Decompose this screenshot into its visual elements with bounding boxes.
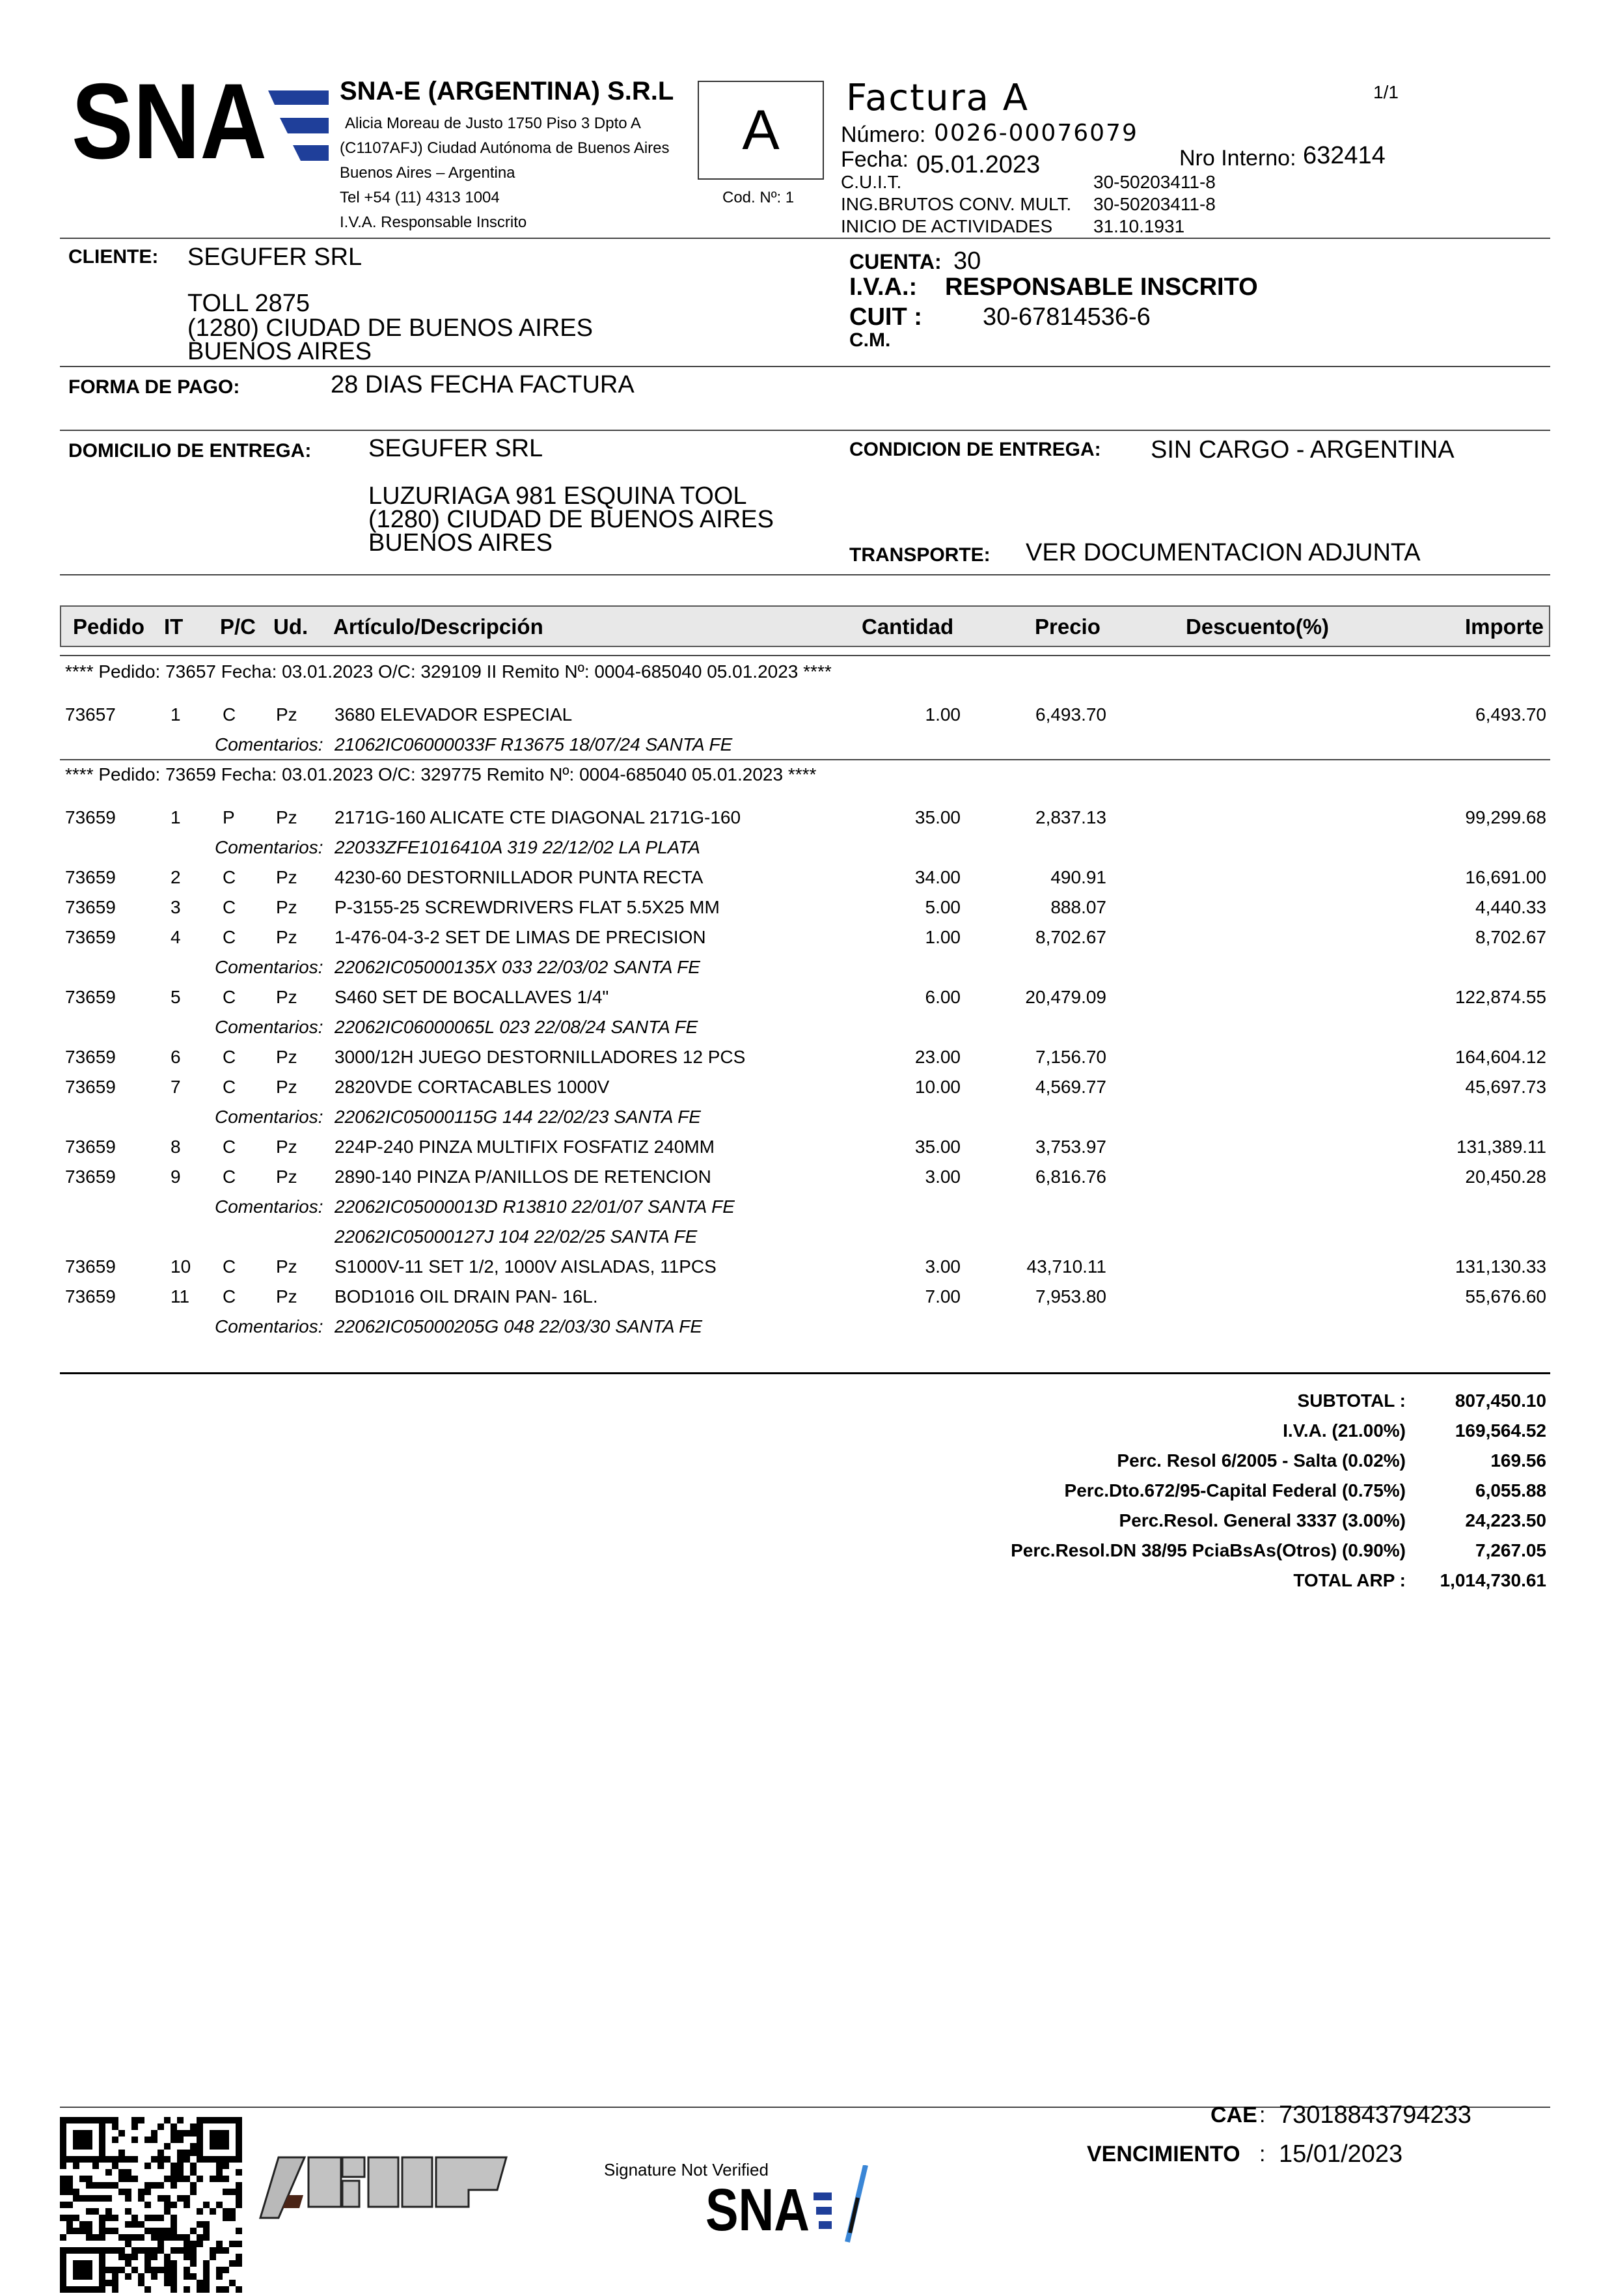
transporte-label: TRANSPORTE:: [849, 544, 991, 566]
signature-logo: [704, 2165, 906, 2247]
cell-pedido: 73659: [65, 1077, 116, 1097]
cell-it: 11: [171, 1286, 190, 1307]
table-row: [0, 864, 1614, 891]
cell-cantidad: 35.00: [914, 1137, 961, 1157]
numero-label: Número:: [841, 122, 926, 147]
cell-it: 7: [171, 1077, 181, 1097]
cell-precio: 20,479.09: [1025, 987, 1106, 1007]
total-value: 7,267.05: [1475, 1540, 1546, 1560]
cell-pedido: 73659: [65, 897, 116, 917]
cell-cantidad: 3.00: [925, 1167, 961, 1187]
table-row: [0, 984, 1614, 1010]
cell-precio: 4,569.77: [1035, 1077, 1106, 1097]
cell-description: 2171G-160 ALICATE CTE DIAGONAL 2171G-160: [335, 807, 741, 827]
company-cuit: 30-50203411-8: [1093, 172, 1216, 192]
order-group-header: [0, 762, 1614, 788]
cell-cantidad: 7.00: [925, 1286, 961, 1307]
divider: [60, 1372, 1550, 1374]
header-descuento: Descuento(%): [1186, 615, 1330, 639]
cell-it: 3: [171, 897, 181, 917]
cell-description: 2820VDE CORTACABLES 1000V: [335, 1077, 610, 1097]
cliente-label: CLIENTE:: [68, 246, 159, 268]
cae-colon: :: [1259, 2103, 1266, 2127]
nro-interno: 632414: [1303, 142, 1386, 169]
cell-importe: 131,389.11: [1456, 1137, 1546, 1157]
cell-cantidad: 5.00: [925, 897, 961, 917]
cell-precio: 888.07: [1050, 897, 1106, 917]
cell-precio: 6,816.76: [1035, 1167, 1106, 1187]
cell-importe: 8,702.67: [1475, 927, 1546, 947]
table-row: [0, 1044, 1614, 1070]
cell-ud: Pz: [276, 1256, 297, 1277]
transporte: VER DOCUMENTACION ADJUNTA: [1026, 539, 1421, 566]
condicion-entrega: SIN CARGO - ARGENTINA: [1151, 436, 1455, 463]
table-row: [0, 1164, 1614, 1190]
svg-text:SNA: SNA: [705, 2177, 810, 2243]
cell-pc: C: [223, 1077, 236, 1097]
company-address-line: Alicia Moreau de Justo 1750 Piso 3 Dpto A: [345, 115, 641, 132]
cell-importe: 6,493.70: [1475, 704, 1546, 725]
cell-description: 4230-60 DESTORNILLADOR PUNTA RECTA: [335, 867, 704, 887]
cell-pedido: 73657: [65, 704, 116, 725]
svg-text:SNA: SNA: [72, 75, 267, 166]
company-address-line: Buenos Aires – Argentina: [340, 164, 515, 182]
cell-description: 3000/12H JUEGO DESTORNILLADORES 12 PCS: [335, 1047, 746, 1067]
cell-pc: P: [223, 807, 235, 827]
order-group-text: **** Pedido: 73657 Fecha: 03.01.2023 O/C: 329109 II Remito Nº: 0004-685040 05.01.2023 ****: [65, 661, 832, 682]
afip-logo-icon: [259, 2156, 513, 2221]
vencimiento-colon: :: [1259, 2142, 1266, 2166]
client-cuit-label: CUIT :: [849, 303, 922, 331]
cell-it: 9: [171, 1167, 181, 1187]
comment-text: 22062IC05000013D R13810 22/01/07 SANTA FE: [335, 1196, 735, 1217]
cell-importe: 16,691.00: [1465, 867, 1546, 887]
cell-it: 1: [171, 704, 181, 725]
company-phone: Tel +54 (11) 4313 1004: [340, 189, 500, 206]
cell-cantidad: 1.00: [925, 704, 961, 725]
invoice-type-box: A: [698, 81, 824, 180]
comment-row: [0, 732, 1614, 758]
cell-it: 8: [171, 1137, 181, 1157]
cell-precio: 3,753.97: [1035, 1137, 1106, 1157]
invoice-date: 05.01.2023: [916, 151, 1041, 178]
comment-row: [0, 835, 1614, 861]
client-iva-label: I.V.A.:: [849, 273, 918, 301]
order-group-header: [0, 659, 1614, 685]
company-logo: [72, 75, 332, 166]
cell-ud: Pz: [276, 1077, 297, 1097]
cell-cantidad: 3.00: [925, 1256, 961, 1277]
comment-row: [0, 1014, 1614, 1040]
table-header: [60, 605, 1550, 647]
comment-label: Comentarios:: [215, 1316, 323, 1336]
forma-pago: 28 DIAS FECHA FACTURA: [331, 371, 635, 398]
cell-ud: Pz: [276, 927, 297, 947]
invoice-cod: Cod. Nº: 1: [722, 189, 795, 206]
header-cantidad: Cantidad: [862, 615, 954, 639]
header-importe: Importe: [1464, 615, 1544, 639]
cell-pedido: 73659: [65, 927, 116, 947]
company-name: SNA-E (ARGENTINA) S.R.L: [340, 77, 674, 105]
cell-importe: 131,130.33: [1455, 1256, 1546, 1277]
cuit-label: C.U.I.T.: [841, 172, 902, 192]
cell-importe: 20,450.28: [1465, 1167, 1546, 1187]
total-value: 169,564.52: [1455, 1420, 1546, 1441]
client-cuenta: 30: [953, 247, 981, 275]
divider: [60, 759, 1550, 760]
cae-value: 73018843794233: [1279, 2101, 1471, 2129]
cell-cantidad: 35.00: [914, 807, 961, 827]
total-value: 169.56: [1490, 1450, 1546, 1471]
divider: [60, 238, 1550, 239]
cell-cantidad: 1.00: [925, 927, 961, 947]
cell-ud: Pz: [276, 987, 297, 1007]
vencimiento-value: 15/01/2023: [1279, 2140, 1403, 2168]
page-number: 1/1: [1373, 82, 1399, 102]
cell-description: 1-476-04-3-2 SET DE LIMAS DE PRECISION: [335, 927, 706, 947]
cell-precio: 43,710.11: [1026, 1256, 1106, 1277]
comment-text: 22062IC05000135X 033 22/03/02 SANTA FE: [335, 957, 700, 977]
cell-pc: C: [223, 927, 236, 947]
cell-pc: C: [223, 1047, 236, 1067]
total-value: 1,014,730.61: [1440, 1570, 1546, 1590]
comment-row: [0, 1314, 1614, 1340]
cell-it: 4: [171, 927, 181, 947]
order-group-text: **** Pedido: 73659 Fecha: 03.01.2023 O/C: 329775 Remito Nº: 0004-685040 05.01.2023 ****: [65, 764, 817, 784]
cell-precio: 2,837.13: [1035, 807, 1106, 827]
comment-label: Comentarios:: [215, 1196, 323, 1217]
total-label: I.V.A. (21.00%): [1283, 1420, 1406, 1441]
cell-importe: 99,299.68: [1465, 807, 1546, 827]
delivery-address-line: BUENOS AIRES: [368, 529, 553, 557]
comment-label: Comentarios:: [215, 734, 323, 754]
inicio-actividades-label: INICIO DE ACTIVIDADES: [841, 216, 1053, 236]
cell-ud: Pz: [276, 1137, 297, 1157]
qr-code: [60, 2117, 242, 2293]
total-label: Perc. Resol 6/2005 - Salta (0.02%): [1117, 1450, 1406, 1471]
total-value: 24,223.50: [1465, 1510, 1546, 1530]
header-ud: Ud.: [273, 615, 308, 639]
ing-brutos: 30-50203411-8: [1093, 194, 1216, 214]
comment-text: 21062IC06000033F R13675 18/07/24 SANTA FE: [335, 734, 733, 754]
cell-pedido: 73659: [65, 1167, 116, 1187]
cell-ud: Pz: [276, 897, 297, 917]
comment-label: Comentarios:: [215, 837, 323, 857]
cell-pedido: 73659: [65, 1286, 116, 1307]
client-iva: RESPONSABLE INSCRITO: [945, 273, 1258, 301]
comment-label: Comentarios:: [215, 1017, 323, 1037]
table-row: [0, 702, 1614, 728]
cuenta-label: CUENTA:: [849, 250, 942, 273]
signature-pen-icon: [704, 2165, 906, 2243]
signature-label: Signature Not Verified: [604, 2160, 769, 2179]
cell-ud: Pz: [276, 807, 297, 827]
cell-pedido: 73659: [65, 807, 116, 827]
comment-row: [0, 1104, 1614, 1130]
total-label: SUBTOTAL :: [1297, 1390, 1406, 1411]
cell-pedido: 73659: [65, 987, 116, 1007]
cell-pedido: 73659: [65, 867, 116, 887]
divider: [60, 366, 1550, 367]
table-row: [0, 1284, 1614, 1310]
cell-ud: Pz: [276, 1286, 297, 1307]
vencimiento-label: VENCIMIENTO: [1087, 2142, 1240, 2166]
cell-description: 3680 ELEVADOR ESPECIAL: [335, 704, 573, 725]
sna-logo-icon: [72, 75, 332, 166]
cell-pc: C: [223, 1286, 236, 1307]
qr-code-icon: [60, 2117, 242, 2293]
header-it: IT: [164, 615, 184, 639]
cm-label: C.M.: [849, 329, 891, 351]
comment-row: [0, 1194, 1614, 1220]
cell-cantidad: 6.00: [925, 987, 961, 1007]
cell-precio: 8,702.67: [1035, 927, 1106, 947]
delivery-name: SEGUFER SRL: [368, 435, 543, 462]
total-value: 807,450.10: [1455, 1390, 1546, 1411]
forma-pago-label: FORMA DE PAGO:: [68, 376, 240, 398]
cell-description: 224P-240 PINZA MULTIFIX FOSFATIZ 240MM: [335, 1137, 715, 1157]
delivery-address-line: LUZURIAGA 981 ESQUINA TOOL: [368, 482, 747, 510]
cell-pedido: 73659: [65, 1047, 116, 1067]
comment-label: Comentarios:: [215, 957, 323, 977]
comment-text: 22033ZFE1016410A 319 22/12/02 LA PLATA: [335, 837, 700, 857]
comment-text: 22062IC06000065L 023 22/08/24 SANTA FE: [335, 1017, 698, 1037]
cell-pc: C: [223, 704, 236, 725]
cell-importe: 122,874.55: [1455, 987, 1546, 1007]
cell-cantidad: 10.00: [914, 1077, 961, 1097]
cell-importe: 45,697.73: [1465, 1077, 1546, 1097]
cell-it: 1: [171, 807, 181, 827]
comment-text: 22062IC05000127J 104 22/02/25 SANTA FE: [335, 1226, 698, 1247]
cell-pedido: 73659: [65, 1137, 116, 1157]
fecha-label: Fecha:: [841, 147, 909, 172]
cell-importe: 164,604.12: [1455, 1047, 1546, 1067]
total-value: 6,055.88: [1475, 1480, 1546, 1501]
comment-row: [0, 1224, 1614, 1250]
header-articulo: Artículo/Descripción: [333, 615, 543, 639]
client-address-line: (1280) CIUDAD DE BUENOS AIRES: [187, 314, 593, 342]
total-label: Perc.Resol. General 3337 (3.00%): [1119, 1510, 1406, 1530]
cell-ud: Pz: [276, 1047, 297, 1067]
comment-label: Comentarios:: [215, 1107, 323, 1127]
table-row: [0, 1134, 1614, 1160]
client-name: SEGUFER SRL: [187, 243, 362, 271]
delivery-address-line: (1280) CIUDAD DE BUENOS AIRES: [368, 506, 774, 533]
comment-row: [0, 954, 1614, 980]
cell-description: S1000V-11 SET 1/2, 1000V AISLADAS, 11PCS: [335, 1256, 717, 1277]
cell-description: BOD1016 OIL DRAIN PAN- 16L.: [335, 1286, 598, 1307]
header-precio: Precio: [1035, 615, 1101, 639]
cell-precio: 7,953.80: [1035, 1286, 1106, 1307]
cell-pc: C: [223, 1256, 236, 1277]
total-label: Perc.Dto.672/95-Capital Federal (0.75%): [1064, 1480, 1406, 1501]
divider: [60, 574, 1550, 575]
cell-cantidad: 34.00: [914, 867, 961, 887]
cell-ud: Pz: [276, 1167, 297, 1187]
afip-logo: [259, 2156, 513, 2224]
cell-it: 6: [171, 1047, 181, 1067]
cell-pc: C: [223, 867, 236, 887]
header-pedido: Pedido: [73, 615, 145, 639]
client-address-line: TOLL 2875: [187, 290, 310, 317]
cell-pc: C: [223, 987, 236, 1007]
ing-brutos-label: ING.BRUTOS CONV. MULT.: [841, 194, 1072, 214]
cell-cantidad: 23.00: [914, 1047, 961, 1067]
cell-it: 2: [171, 867, 181, 887]
cell-precio: 7,156.70: [1035, 1047, 1106, 1067]
table-row: [0, 805, 1614, 831]
cell-importe: 4,440.33: [1475, 897, 1546, 917]
total-label: Perc.Resol.DN 38/95 PciaBsAs(Otros) (0.90%): [1011, 1540, 1406, 1560]
cell-pc: C: [223, 1137, 236, 1157]
header-pc: P/C: [220, 615, 256, 639]
comment-text: 22062IC05000115G 144 22/02/23 SANTA FE: [335, 1107, 701, 1127]
cell-description: S460 SET DE BOCALLAVES 1/4": [335, 987, 609, 1007]
cell-ud: Pz: [276, 867, 297, 887]
domicilio-entrega-label: DOMICILIO DE ENTREGA:: [68, 440, 312, 462]
cell-importe: 55,676.60: [1465, 1286, 1546, 1307]
company-address-line: (C1107AFJ) Ciudad Autónoma de Buenos Aires: [340, 139, 670, 157]
cell-pc: C: [223, 1167, 236, 1187]
cell-it: 5: [171, 987, 181, 1007]
table-row: [0, 894, 1614, 920]
cell-it: 10: [171, 1256, 191, 1277]
cell-pc: C: [223, 897, 236, 917]
cell-description: 2890-140 PINZA P/ANILLOS DE RETENCION: [335, 1167, 711, 1187]
condicion-entrega-label: CONDICION DE ENTREGA:: [849, 439, 1101, 460]
table-row: [0, 1074, 1614, 1100]
nro-interno-label: Nro Interno:: [1179, 146, 1296, 171]
cell-ud: Pz: [276, 704, 297, 725]
client-address-line: BUENOS AIRES: [187, 338, 372, 365]
client-cuit: 30-67814536-6: [983, 303, 1151, 331]
inicio-actividades: 31.10.1931: [1093, 216, 1185, 236]
comment-text: 22062IC05000205G 048 22/03/30 SANTA FE: [335, 1316, 703, 1336]
company-iva-status: I.V.A. Responsable Inscrito: [340, 214, 527, 231]
cae-label: CAE: [1210, 2103, 1257, 2127]
invoice-number: 0026-00076079: [934, 120, 1138, 146]
cell-precio: 490.91: [1050, 867, 1106, 887]
total-label: TOTAL ARP :: [1293, 1570, 1406, 1590]
table-row: [0, 924, 1614, 950]
table-row: [0, 1254, 1614, 1280]
cell-description: P-3155-25 SCREWDRIVERS FLAT 5.5X25 MM: [335, 897, 720, 917]
divider: [60, 430, 1550, 431]
cell-pedido: 73659: [65, 1256, 116, 1277]
divider: [60, 655, 1550, 656]
cell-precio: 6,493.70: [1035, 704, 1106, 725]
document-title: Factura A: [846, 77, 1030, 119]
